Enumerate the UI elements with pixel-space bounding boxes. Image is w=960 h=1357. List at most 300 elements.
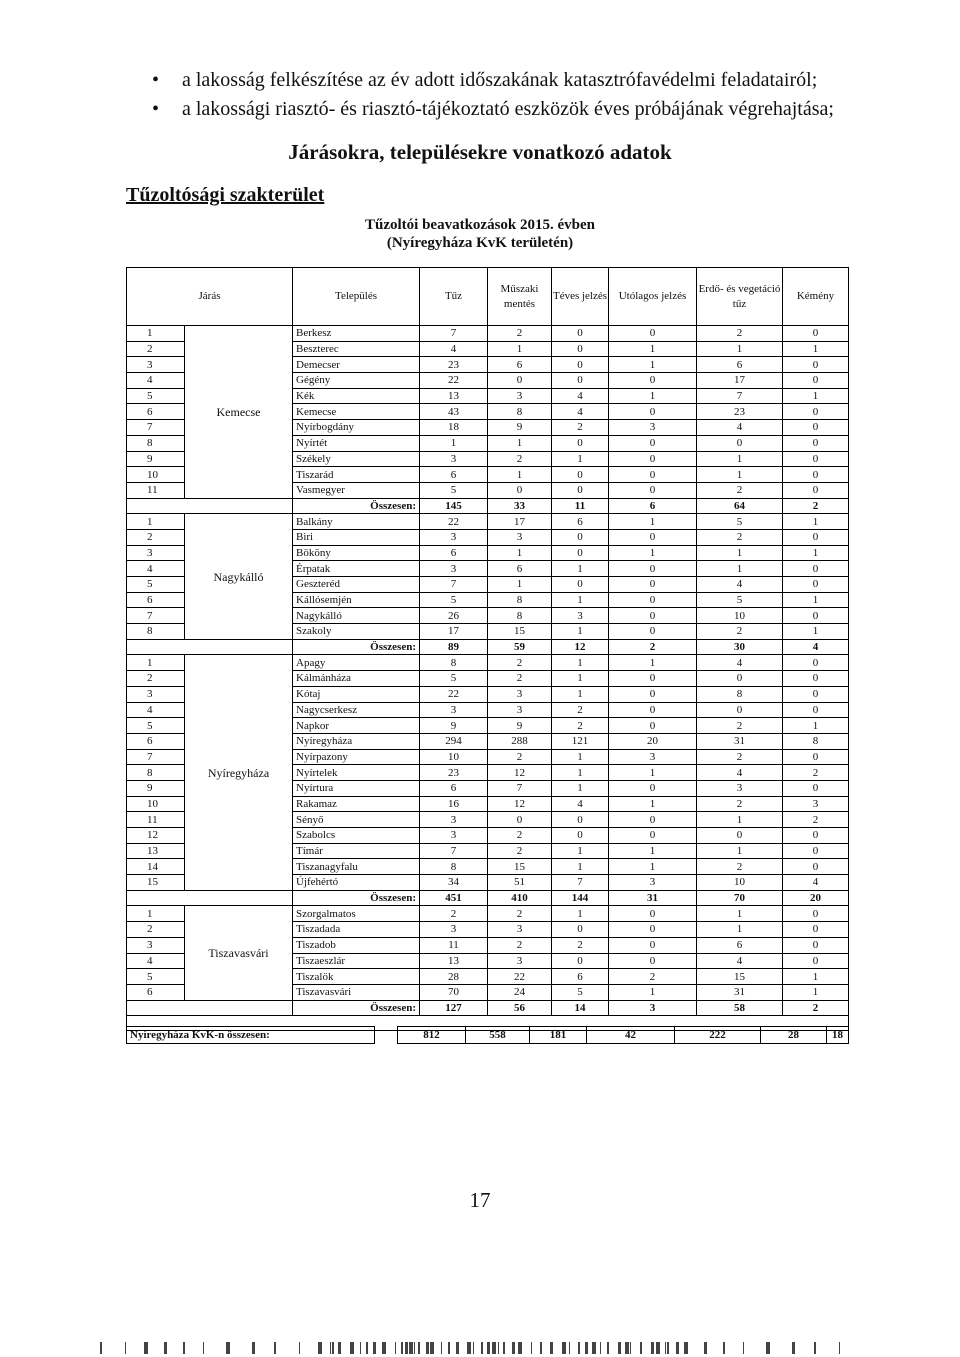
value-cell: 6 <box>697 357 783 373</box>
scan-bar <box>618 1342 621 1354</box>
value-cell: 24 <box>488 984 552 1000</box>
settlement-name: Érpatak <box>293 561 420 577</box>
value-cell: 1 <box>488 545 552 561</box>
value-cell: 2 <box>697 718 783 734</box>
scan-bar <box>318 1342 322 1354</box>
settlement-name: Tiszalök <box>293 969 420 985</box>
value-cell: 5 <box>420 671 488 687</box>
value-cell: 0 <box>783 420 849 436</box>
value-cell: 4 <box>697 765 783 781</box>
value-cell: 2 <box>783 812 849 828</box>
row-number: 4 <box>127 953 185 969</box>
value-cell: 0 <box>783 859 849 875</box>
value-cell: 0 <box>697 435 783 451</box>
value-cell: 17 <box>420 624 488 640</box>
value-cell: 1 <box>552 592 609 608</box>
sum-value-cell: 6 <box>609 498 697 514</box>
settlement-name: Kótaj <box>293 686 420 702</box>
row-number: 12 <box>127 828 185 844</box>
interventions-table <box>126 267 849 1031</box>
sum-value-cell: 33 <box>488 498 552 514</box>
value-cell: 2 <box>697 796 783 812</box>
value-cell: 1 <box>697 341 783 357</box>
value-cell: 1 <box>783 984 849 1000</box>
value-cell: 0 <box>783 749 849 765</box>
settlement-name: Gégény <box>293 373 420 389</box>
settlement-name: Tiszarád <box>293 467 420 483</box>
col-header-erdo: Erdő- és vegetáció tűz <box>697 268 783 326</box>
value-cell: 2 <box>488 326 552 342</box>
value-cell: 1 <box>697 451 783 467</box>
scan-bar <box>100 1342 102 1354</box>
sum-blank <box>127 639 293 655</box>
scan-bar <box>456 1342 459 1354</box>
grand-total-gap <box>375 1027 398 1044</box>
settlement-name: Demecser <box>293 357 420 373</box>
value-cell: 15 <box>697 969 783 985</box>
scan-barcode-strip <box>90 1342 850 1354</box>
value-cell: 6 <box>420 780 488 796</box>
row-number: 3 <box>127 937 185 953</box>
value-cell: 1 <box>488 467 552 483</box>
value-cell: 1 <box>420 435 488 451</box>
grand-total-label: Nyíregyháza KvK-n összesen: <box>127 1027 375 1044</box>
settlement-name: Szabolcs <box>293 828 420 844</box>
value-cell: 1 <box>697 906 783 922</box>
value-cell: 1 <box>609 984 697 1000</box>
value-cell: 10 <box>697 875 783 891</box>
value-cell: 0 <box>552 435 609 451</box>
settlement-name: Nyírtura <box>293 780 420 796</box>
value-cell: 1 <box>552 561 609 577</box>
sum-value-cell: 410 <box>488 890 552 906</box>
scan-bar <box>338 1342 341 1354</box>
sum-value-cell: 127 <box>420 1000 488 1016</box>
value-cell: 0 <box>609 326 697 342</box>
value-cell: 1 <box>552 843 609 859</box>
value-cell: 0 <box>783 671 849 687</box>
value-cell: 9 <box>488 718 552 734</box>
value-cell: 1 <box>552 859 609 875</box>
value-cell: 1 <box>783 624 849 640</box>
value-cell: 17 <box>697 373 783 389</box>
grand-total-value: 558 <box>466 1027 530 1044</box>
scan-bar <box>203 1342 204 1354</box>
value-cell: 0 <box>783 561 849 577</box>
table-body <box>127 326 849 1031</box>
scan-bar <box>531 1342 532 1354</box>
value-cell: 1 <box>697 545 783 561</box>
value-cell: 0 <box>552 953 609 969</box>
sum-label: Összesen: <box>293 639 420 655</box>
scan-bar <box>667 1342 669 1354</box>
value-cell: 3 <box>488 922 552 938</box>
value-cell: 294 <box>420 733 488 749</box>
value-cell: 0 <box>609 404 697 420</box>
sum-blank <box>127 1000 293 1016</box>
value-cell: 0 <box>609 953 697 969</box>
col-header-jaras: Járás <box>127 268 293 326</box>
value-cell: 0 <box>488 482 552 498</box>
value-cell: 8 <box>420 859 488 875</box>
value-cell: 2 <box>783 765 849 781</box>
value-cell: 2 <box>697 326 783 342</box>
value-cell: 12 <box>488 796 552 812</box>
settlement-name: Szorgalmatos <box>293 906 420 922</box>
header-row <box>127 268 849 326</box>
value-cell: 2 <box>488 906 552 922</box>
settlement-name: Tiszadob <box>293 937 420 953</box>
scan-bar <box>665 1342 666 1354</box>
value-cell: 43 <box>420 404 488 420</box>
settlement-name: Nyírtét <box>293 435 420 451</box>
scan-bar <box>630 1342 631 1354</box>
value-cell: 16 <box>420 796 488 812</box>
district-name: Tiszavasvári <box>185 906 293 1000</box>
scan-bar <box>640 1342 642 1354</box>
value-cell: 3 <box>420 702 488 718</box>
value-cell: 1 <box>552 686 609 702</box>
settlement-name: Sényő <box>293 812 420 828</box>
scan-bar <box>430 1342 434 1354</box>
value-cell: 7 <box>552 875 609 891</box>
value-cell: 0 <box>609 577 697 593</box>
value-cell: 0 <box>488 373 552 389</box>
value-cell: 1 <box>783 341 849 357</box>
value-cell: 4 <box>552 404 609 420</box>
value-cell: 3 <box>420 561 488 577</box>
settlement-name: Kék <box>293 388 420 404</box>
settlement-name: Nyíregyháza <box>293 733 420 749</box>
district-sum-row <box>127 498 849 514</box>
scan-bar <box>743 1342 744 1354</box>
row-number: 14 <box>127 859 185 875</box>
value-cell: 4 <box>783 875 849 891</box>
scan-bar <box>395 1342 396 1354</box>
value-cell: 10 <box>697 608 783 624</box>
value-cell: 28 <box>420 969 488 985</box>
value-cell: 1 <box>488 577 552 593</box>
row-number: 5 <box>127 388 185 404</box>
value-cell: 1 <box>783 545 849 561</box>
value-cell: 0 <box>609 482 697 498</box>
value-cell: 1 <box>552 451 609 467</box>
value-cell: 3 <box>420 529 488 545</box>
value-cell: 0 <box>783 843 849 859</box>
col-header-utolagos: Utólagos jelzés <box>609 268 697 326</box>
value-cell: 3 <box>488 529 552 545</box>
settlement-name: Tiszavasvári <box>293 984 420 1000</box>
value-cell: 1 <box>488 341 552 357</box>
value-cell: 31 <box>697 984 783 1000</box>
value-cell: 5 <box>420 482 488 498</box>
scan-bar <box>592 1342 596 1354</box>
value-cell: 0 <box>552 341 609 357</box>
col-header-muszaki: Műszaki mentés <box>488 268 552 326</box>
value-cell: 13 <box>420 388 488 404</box>
row-number: 3 <box>127 357 185 373</box>
row-number: 7 <box>127 608 185 624</box>
settlement-name: Szakoly <box>293 624 420 640</box>
value-cell: 0 <box>552 357 609 373</box>
value-cell: 0 <box>552 482 609 498</box>
row-number: 4 <box>127 702 185 718</box>
sum-value-cell: 11 <box>552 498 609 514</box>
district-sum-row <box>127 1000 849 1016</box>
settlement-name: Balkány <box>293 514 420 530</box>
row-number: 2 <box>127 922 185 938</box>
value-cell: 0 <box>609 828 697 844</box>
value-cell: 0 <box>783 828 849 844</box>
section-title: Tűzoltósági szakterület <box>126 184 325 206</box>
value-cell: 0 <box>552 828 609 844</box>
value-cell: 5 <box>552 984 609 1000</box>
sum-value-cell: 2 <box>609 639 697 655</box>
sum-value-cell: 58 <box>697 1000 783 1016</box>
value-cell: 0 <box>609 718 697 734</box>
value-cell: 0 <box>552 812 609 828</box>
settlement-name: Apagy <box>293 655 420 671</box>
settlement-name: Vasmegyer <box>293 482 420 498</box>
value-cell: 22 <box>420 373 488 389</box>
value-cell: 6 <box>552 969 609 985</box>
value-cell: 5 <box>420 592 488 608</box>
scan-bar <box>704 1342 707 1354</box>
scan-bar <box>684 1342 688 1354</box>
page-number: 17 <box>469 1188 491 1212</box>
value-cell: 1 <box>609 357 697 373</box>
value-cell: 2 <box>488 828 552 844</box>
value-cell: 26 <box>420 608 488 624</box>
value-cell: 0 <box>609 467 697 483</box>
value-cell: 2 <box>488 655 552 671</box>
value-cell: 0 <box>609 780 697 796</box>
row-number: 10 <box>127 467 185 483</box>
sum-value-cell: 14 <box>552 1000 609 1016</box>
value-cell: 0 <box>783 451 849 467</box>
value-cell: 20 <box>609 733 697 749</box>
value-cell: 2 <box>552 937 609 953</box>
value-cell: 3 <box>609 749 697 765</box>
value-cell: 1 <box>552 671 609 687</box>
value-cell: 70 <box>420 984 488 1000</box>
value-cell: 6 <box>488 357 552 373</box>
value-cell: 1 <box>552 655 609 671</box>
value-cell: 0 <box>697 671 783 687</box>
scan-bar <box>540 1342 542 1354</box>
settlement-name: Napkor <box>293 718 420 734</box>
grand-total-value: 42 <box>587 1027 675 1044</box>
value-cell: 1 <box>609 388 697 404</box>
grand-total-row <box>127 1027 849 1044</box>
value-cell: 0 <box>609 592 697 608</box>
value-cell: 6 <box>488 561 552 577</box>
scan-bar <box>299 1342 300 1354</box>
value-cell: 8 <box>783 733 849 749</box>
scan-bar <box>473 1342 474 1354</box>
value-cell: 1 <box>609 545 697 561</box>
col-header-teves: Téves jelzés <box>552 268 609 326</box>
scan-bar <box>360 1342 361 1354</box>
settlement-name: Nyírbogdány <box>293 420 420 436</box>
settlement-name: Újfehértó <box>293 875 420 891</box>
row-number: 1 <box>127 326 185 342</box>
value-cell: 10 <box>420 749 488 765</box>
row-number: 4 <box>127 561 185 577</box>
value-cell: 34 <box>420 875 488 891</box>
scan-bar <box>492 1342 496 1354</box>
value-cell: 0 <box>783 686 849 702</box>
sum-value-cell: 144 <box>552 890 609 906</box>
value-cell: 0 <box>609 624 697 640</box>
value-cell: 7 <box>488 780 552 796</box>
value-cell: 8 <box>697 686 783 702</box>
scan-bar <box>125 1342 126 1354</box>
row-number: 2 <box>127 529 185 545</box>
value-cell: 7 <box>697 388 783 404</box>
scan-bar <box>625 1342 629 1354</box>
value-cell: 1 <box>697 812 783 828</box>
value-cell: 4 <box>420 341 488 357</box>
scan-bar <box>409 1342 413 1354</box>
value-cell: 6 <box>420 545 488 561</box>
value-cell: 4 <box>697 577 783 593</box>
value-cell: 0 <box>552 545 609 561</box>
value-cell: 2 <box>609 969 697 985</box>
value-cell: 4 <box>552 388 609 404</box>
sum-value-cell: 56 <box>488 1000 552 1016</box>
sum-value-cell: 59 <box>488 639 552 655</box>
value-cell: 23 <box>420 765 488 781</box>
value-cell: 2 <box>420 906 488 922</box>
district-sum-row <box>127 639 849 655</box>
value-cell: 12 <box>488 765 552 781</box>
row-number: 5 <box>127 969 185 985</box>
sum-value-cell: 451 <box>420 890 488 906</box>
value-cell: 3 <box>420 451 488 467</box>
scan-bar <box>332 1342 334 1354</box>
value-cell: 15 <box>488 859 552 875</box>
value-cell: 0 <box>609 435 697 451</box>
settlement-name: Kemecse <box>293 404 420 420</box>
value-cell: 23 <box>420 357 488 373</box>
row-number: 6 <box>127 733 185 749</box>
district-name: Kemecse <box>185 326 293 499</box>
grand-total-value: 812 <box>398 1027 466 1044</box>
value-cell: 3 <box>609 420 697 436</box>
value-cell: 22 <box>420 514 488 530</box>
value-cell: 0 <box>697 828 783 844</box>
value-cell: 0 <box>552 577 609 593</box>
value-cell: 0 <box>783 906 849 922</box>
value-cell: 31 <box>697 733 783 749</box>
settlement-name: Nyírpazony <box>293 749 420 765</box>
row-number: 8 <box>127 435 185 451</box>
value-cell: 7 <box>420 577 488 593</box>
table-subtitle: Tűzoltói beavatkozások 2015. évben <box>364 217 595 233</box>
value-cell: 0 <box>783 326 849 342</box>
row-number: 10 <box>127 796 185 812</box>
sum-label: Összesen: <box>293 498 420 514</box>
value-cell: 4 <box>697 655 783 671</box>
value-cell: 1 <box>697 922 783 938</box>
value-cell: 1 <box>552 624 609 640</box>
row-number: 15 <box>127 875 185 891</box>
value-cell: 288 <box>488 733 552 749</box>
value-cell: 2 <box>488 749 552 765</box>
row-number: 1 <box>127 906 185 922</box>
scan-bar <box>600 1342 601 1354</box>
value-cell: 0 <box>552 326 609 342</box>
value-cell: 2 <box>697 749 783 765</box>
sum-value-cell: 70 <box>697 890 783 906</box>
value-cell: 17 <box>488 514 552 530</box>
row-number: 9 <box>127 780 185 796</box>
value-cell: 0 <box>697 702 783 718</box>
value-cell: 0 <box>552 373 609 389</box>
row-number: 1 <box>127 514 185 530</box>
value-cell: 1 <box>783 592 849 608</box>
scan-bar <box>562 1342 566 1354</box>
sum-blank <box>127 890 293 906</box>
table-row <box>127 514 849 530</box>
scan-bar <box>512 1342 515 1354</box>
value-cell: 51 <box>488 875 552 891</box>
value-cell: 23 <box>697 404 783 420</box>
row-number: 7 <box>127 420 185 436</box>
value-cell: 9 <box>488 420 552 436</box>
district-name: Nagykálló <box>185 514 293 640</box>
value-cell: 2 <box>697 624 783 640</box>
scan-bar <box>578 1342 580 1354</box>
grand-total-value: 28 <box>761 1027 827 1044</box>
scan-bar <box>441 1342 442 1354</box>
scan-bar <box>350 1342 354 1354</box>
col-header-tuz: Tűz <box>420 268 488 326</box>
sum-value-cell: 2 <box>783 498 849 514</box>
value-cell: 6 <box>420 467 488 483</box>
value-cell: 1 <box>783 388 849 404</box>
sum-label: Összesen: <box>293 1000 420 1016</box>
settlement-name: Geszteréd <box>293 577 420 593</box>
value-cell: 2 <box>697 482 783 498</box>
scan-bar <box>366 1342 368 1354</box>
settlement-name: Nagycserkesz <box>293 702 420 718</box>
scan-bar <box>252 1342 255 1354</box>
value-cell: 13 <box>420 953 488 969</box>
scan-bar <box>839 1342 840 1354</box>
scan-bar <box>656 1342 660 1354</box>
value-cell: 11 <box>420 937 488 953</box>
col-header-kemeny: Kémény <box>783 268 849 326</box>
value-cell: 3 <box>488 686 552 702</box>
scan-bar <box>183 1342 185 1354</box>
sum-value-cell: 4 <box>783 639 849 655</box>
value-cell: 22 <box>420 686 488 702</box>
scan-bar <box>723 1342 725 1354</box>
value-cell: 0 <box>783 373 849 389</box>
value-cell: 5 <box>697 592 783 608</box>
value-cell: 9 <box>420 718 488 734</box>
bullet-item: • a lakossági riasztó- és riasztó-tájékoztató eszközök éves próbájának végrehajtása; <box>152 95 932 124</box>
sum-value-cell: 30 <box>697 639 783 655</box>
value-cell: 0 <box>609 671 697 687</box>
value-cell: 4 <box>697 953 783 969</box>
scan-bar <box>569 1342 570 1354</box>
district-sum-row <box>127 890 849 906</box>
table-row <box>127 655 849 671</box>
settlement-name: Nagykálló <box>293 608 420 624</box>
